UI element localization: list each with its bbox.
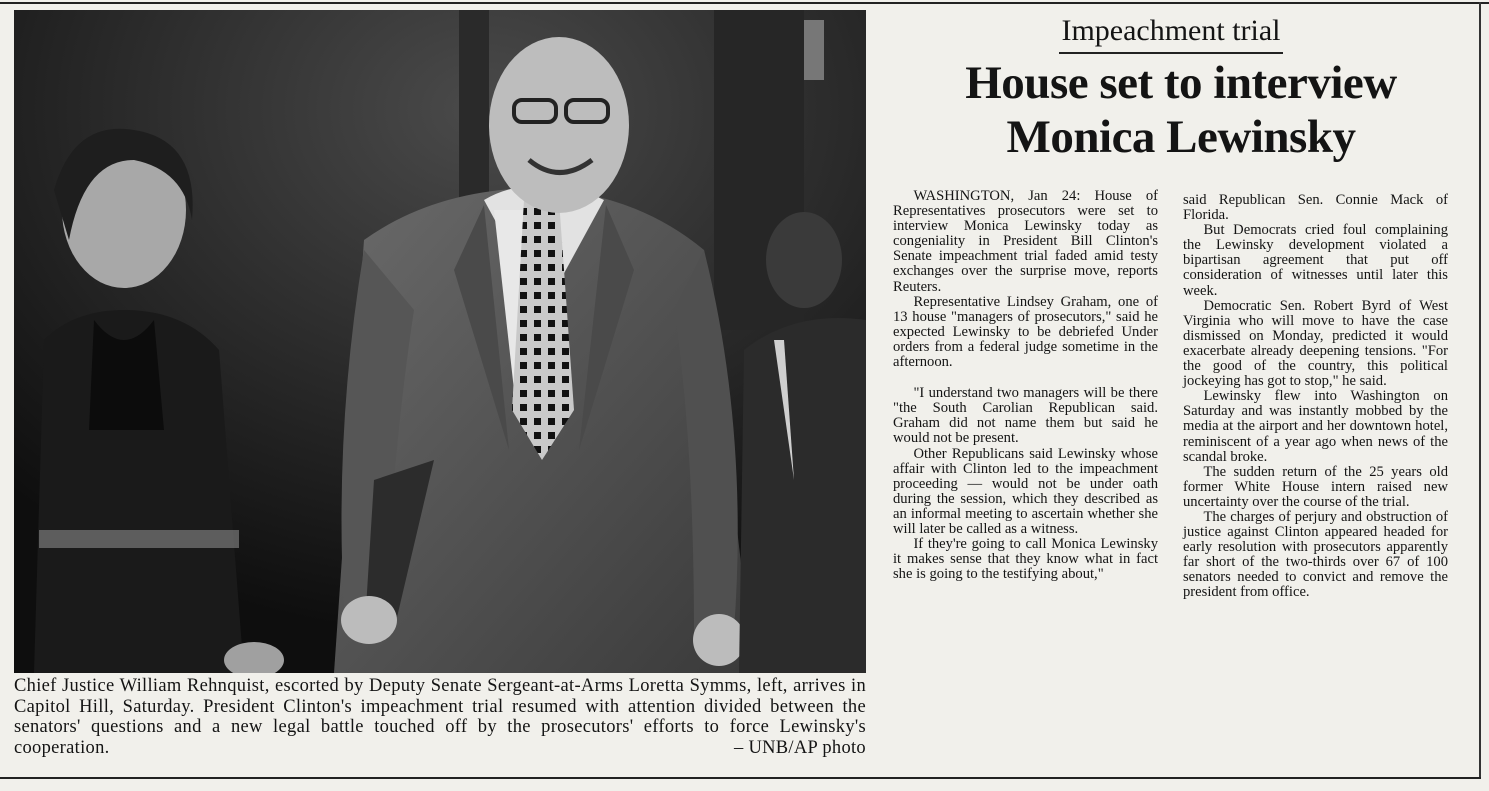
- headline-line-1: House set to interview: [965, 57, 1397, 109]
- caption-text: Chief Justice William Rehnquist, escorted by Deputy Senate Sergeant-at-Arms Loretta Symms, left, arrives in Capitol Hill, Saturday. President Clinton's impeachment trial resumed with attention divided between the senators' questions and a new legal battle touched off by the prosecutors' efforts to force Lewinsky's cooperation.: [14, 676, 866, 758]
- paragraph: Other Republicans said Lewinsky whose affair with Clinton led to the impeachment proceeding — would not be under oath during the session, which they described as an informal meeting to ascertain whether she will later be called as a witness.: [893, 445, 1158, 537]
- news-photo: [14, 10, 866, 673]
- section-kicker: [1025, 12, 1317, 54]
- paragraph: WASHINGTON, Jan 24: House of Representatives prosecutors were set to interview Monica Lewinsky today as congeniality in President Bill Clinton's Senate impeachment trial faded amid testy exchanges over the surprise move, reports Reuters.: [893, 188, 1158, 295]
- article-column-1: [893, 189, 1158, 582]
- bottom-rule: [0, 777, 1481, 779]
- paragraph: The sudden return of the 25 years old former White House intern raised new uncertainty over the course of the trial.: [1183, 463, 1448, 510]
- paragraph: "I understand two managers will be there "the South Carolian Republican said. Graham did not name them but said he would not be present.: [893, 385, 1158, 447]
- paragraph: said Republican Sen. Connie Mack of Florida.: [1183, 192, 1448, 224]
- right-rule: [1479, 2, 1481, 777]
- paragraph: Representative Lindsey Graham, one of 13 house "managers of prosecutors," said he expected Lewinsky to be debriefed Under orders from a federal judge sometime in the afternoon.: [893, 293, 1158, 371]
- top-rule: [0, 2, 1489, 4]
- photo-credit: – UNB/AP photo: [733, 737, 866, 758]
- paragraph: If they're going to call Monica Lewinsky it makes sense that they know what in fact she is going to the testifying about,": [893, 536, 1158, 583]
- headline-line-2: Monica Lewinsky: [1006, 111, 1356, 163]
- paragraph: The charges of perjury and obstruction of justice against Clinton appeared headed for early resolution with prosecutors apparently far short of the two-thirds over 67 of 100 senators needed to convict and remove the president from office.: [1183, 508, 1448, 601]
- photo-caption: [14, 676, 866, 758]
- paragraph: Lewinsky flew into Washington on Saturday and was instantly mobbed by the media at the airport and her downtown hotel, reminiscent of a year ago when news of the scandal broke.: [1183, 388, 1448, 465]
- article-column-2: [1183, 193, 1448, 601]
- paragraph: But Democrats cried foul complaining the Lewinsky development violated a bipartisan agreement that put off consideration of witnesses until later this week.: [1183, 222, 1448, 299]
- paragraph: Democratic Sen. Robert Byrd of West Virginia who will move to have the case dismissed on Monday, predicted it would exacerbate already deepening tensions. "For the good of the country, this political jockeying has got to stop," he said.: [1183, 297, 1448, 390]
- headline: [886, 56, 1476, 164]
- kicker-label: Impeachment trial: [1059, 12, 1282, 54]
